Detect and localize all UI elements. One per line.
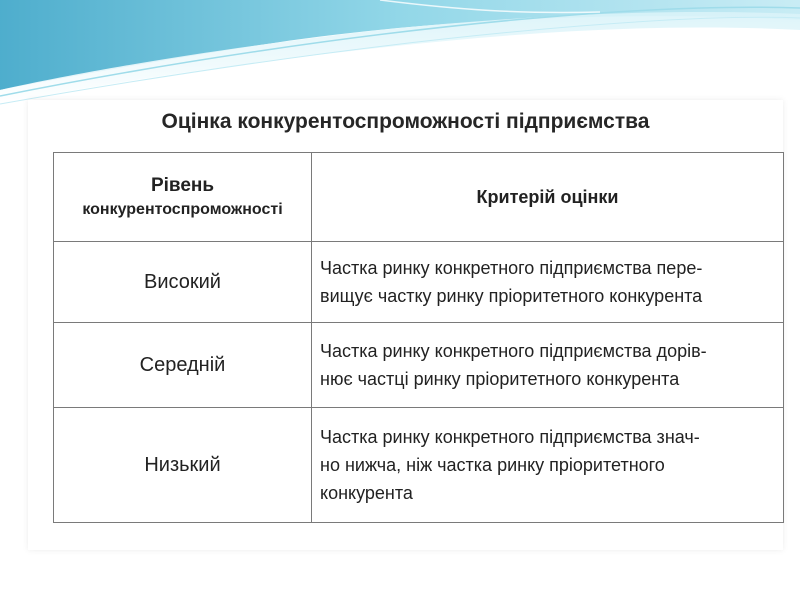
level-cell: Низький <box>54 408 312 523</box>
criterion-line: Частка ринку конкретного підприємства знач- <box>320 427 700 447</box>
header-level-line1: Рівень <box>150 175 215 196</box>
header-level <box>54 153 312 242</box>
criterion-cell <box>312 242 784 323</box>
criterion-cell <box>312 323 784 408</box>
level-cell: Високий <box>54 242 312 323</box>
page-title: Оцінка конкурентоспроможності підприємства <box>161 110 650 133</box>
table-row <box>54 242 784 323</box>
criterion-line: Частка ринку конкретного підприємства пере- <box>320 258 703 278</box>
criterion-line: но нижча, ніж частка ринку пріоритетного <box>320 455 665 475</box>
criteria-table <box>53 152 784 523</box>
level-cell: Середній <box>54 323 312 408</box>
criterion-line: конкурента <box>320 483 413 503</box>
content-panel <box>28 100 783 550</box>
table-row <box>54 323 784 408</box>
header-criterion: Критерій оцінки <box>312 153 784 242</box>
criterion-line: вищує частку ринку пріоритетного конкурента <box>320 286 703 306</box>
decorative-wave-header <box>0 0 800 110</box>
header-level-line2: конкурентоспроможності <box>82 201 283 218</box>
criterion-cell <box>312 408 784 523</box>
table-header-row <box>54 153 784 242</box>
criterion-line: нює частці ринку пріоритетного конкурента <box>320 369 680 389</box>
table-row <box>54 408 784 523</box>
criterion-line: Частка ринку конкретного підприємства дорів- <box>320 341 707 361</box>
